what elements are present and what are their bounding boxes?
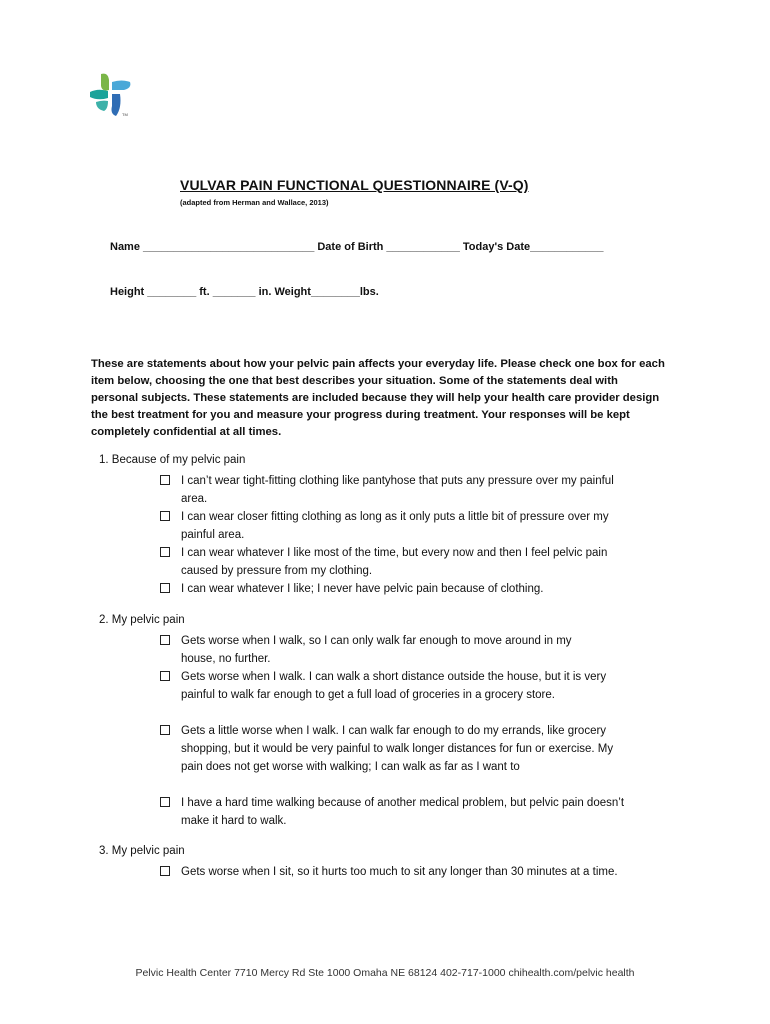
question-2-option-1[interactable]: Gets worse when I walk, so I can only walk far enough to move around in my house, no further. — [160, 632, 640, 668]
checkbox[interactable] — [160, 866, 170, 876]
logo-cross-icon — [88, 72, 134, 118]
question-3-option-1[interactable]: Gets worse when I sit, so it hurts too much to sit any longer than 30 minutes at a time. — [160, 863, 640, 881]
question-1-option-3[interactable]: I can wear whatever I like most of the time, but every now and then I feel pelvic pain caused by pressure from my clothing. — [160, 544, 640, 580]
checkbox[interactable] — [160, 635, 170, 645]
question-1-option-4[interactable]: I can wear whatever I like; I never have pelvic pain because of clothing. — [160, 580, 640, 598]
question-2-option-2[interactable]: Gets worse when I walk. I can walk a short distance outside the house, but it is very painful to walk far enough to get a full load of groceries in a grocery store. — [160, 668, 640, 704]
question-2-option-4[interactable]: I have a hard time walking because of another medical problem, but pelvic pain doesn’t make it hard to walk. — [160, 794, 640, 830]
question-2-label: 2. My pelvic pain — [99, 614, 185, 626]
question-1-option-2[interactable]: I can wear closer fitting clothing as long as it only puts a little bit of pressure over my painful area. — [160, 508, 640, 544]
question-1-label: 1. Because of my pelvic pain — [99, 454, 246, 466]
checkbox[interactable] — [160, 475, 170, 485]
footer-contact: Pelvic Health Center 7710 Mercy Rd Ste 1000 Omaha NE 68124 402-717-1000 chihealth.com/pelvic health — [135, 967, 635, 979]
document-subtitle: (adapted from Herman and Wallace, 2013) — [180, 198, 329, 207]
checkbox[interactable] — [160, 511, 170, 521]
document-title: VULVAR PAIN FUNCTIONAL QUESTIONNAIRE (V-Q) — [180, 177, 529, 193]
question-2-option-3[interactable]: Gets a little worse when I walk. I can walk far enough to do my errands, like grocery shopping, but it would be very painful to walk longer distances for fun or exercise. My pain does not get worse with walking; I can walk as far as I want to — [160, 722, 640, 776]
chi-health-logo — [88, 72, 134, 118]
question-1-option-1[interactable]: I can’t wear tight-fitting clothing like pantyhose that puts any pressure over my painful area. — [160, 472, 640, 508]
checkbox[interactable] — [160, 797, 170, 807]
checkbox[interactable] — [160, 547, 170, 557]
instructions-paragraph: These are statements about how your pelvic pain affects your everyday life. Please check one box for each item below, choosing the one that best describes your situation. Some of the statements deal with personal subjects. These statements are included because they will help your health care provider design the best treatment for you and measure your progress during treatment. Your responses will be kept completely confidential at all times. — [91, 358, 665, 438]
checkbox[interactable] — [160, 583, 170, 593]
checkbox[interactable] — [160, 725, 170, 735]
name-dob-date-row[interactable]: Name ____________________________ Date of Birth ____________ Today's Date____________ — [110, 241, 604, 253]
height-weight-row[interactable]: Height ________ ft. _______ in. Weight________lbs. — [110, 286, 379, 298]
question-3-label: 3. My pelvic pain — [99, 845, 185, 857]
checkbox[interactable] — [160, 671, 170, 681]
svg-text:TM: TM — [122, 112, 128, 117]
